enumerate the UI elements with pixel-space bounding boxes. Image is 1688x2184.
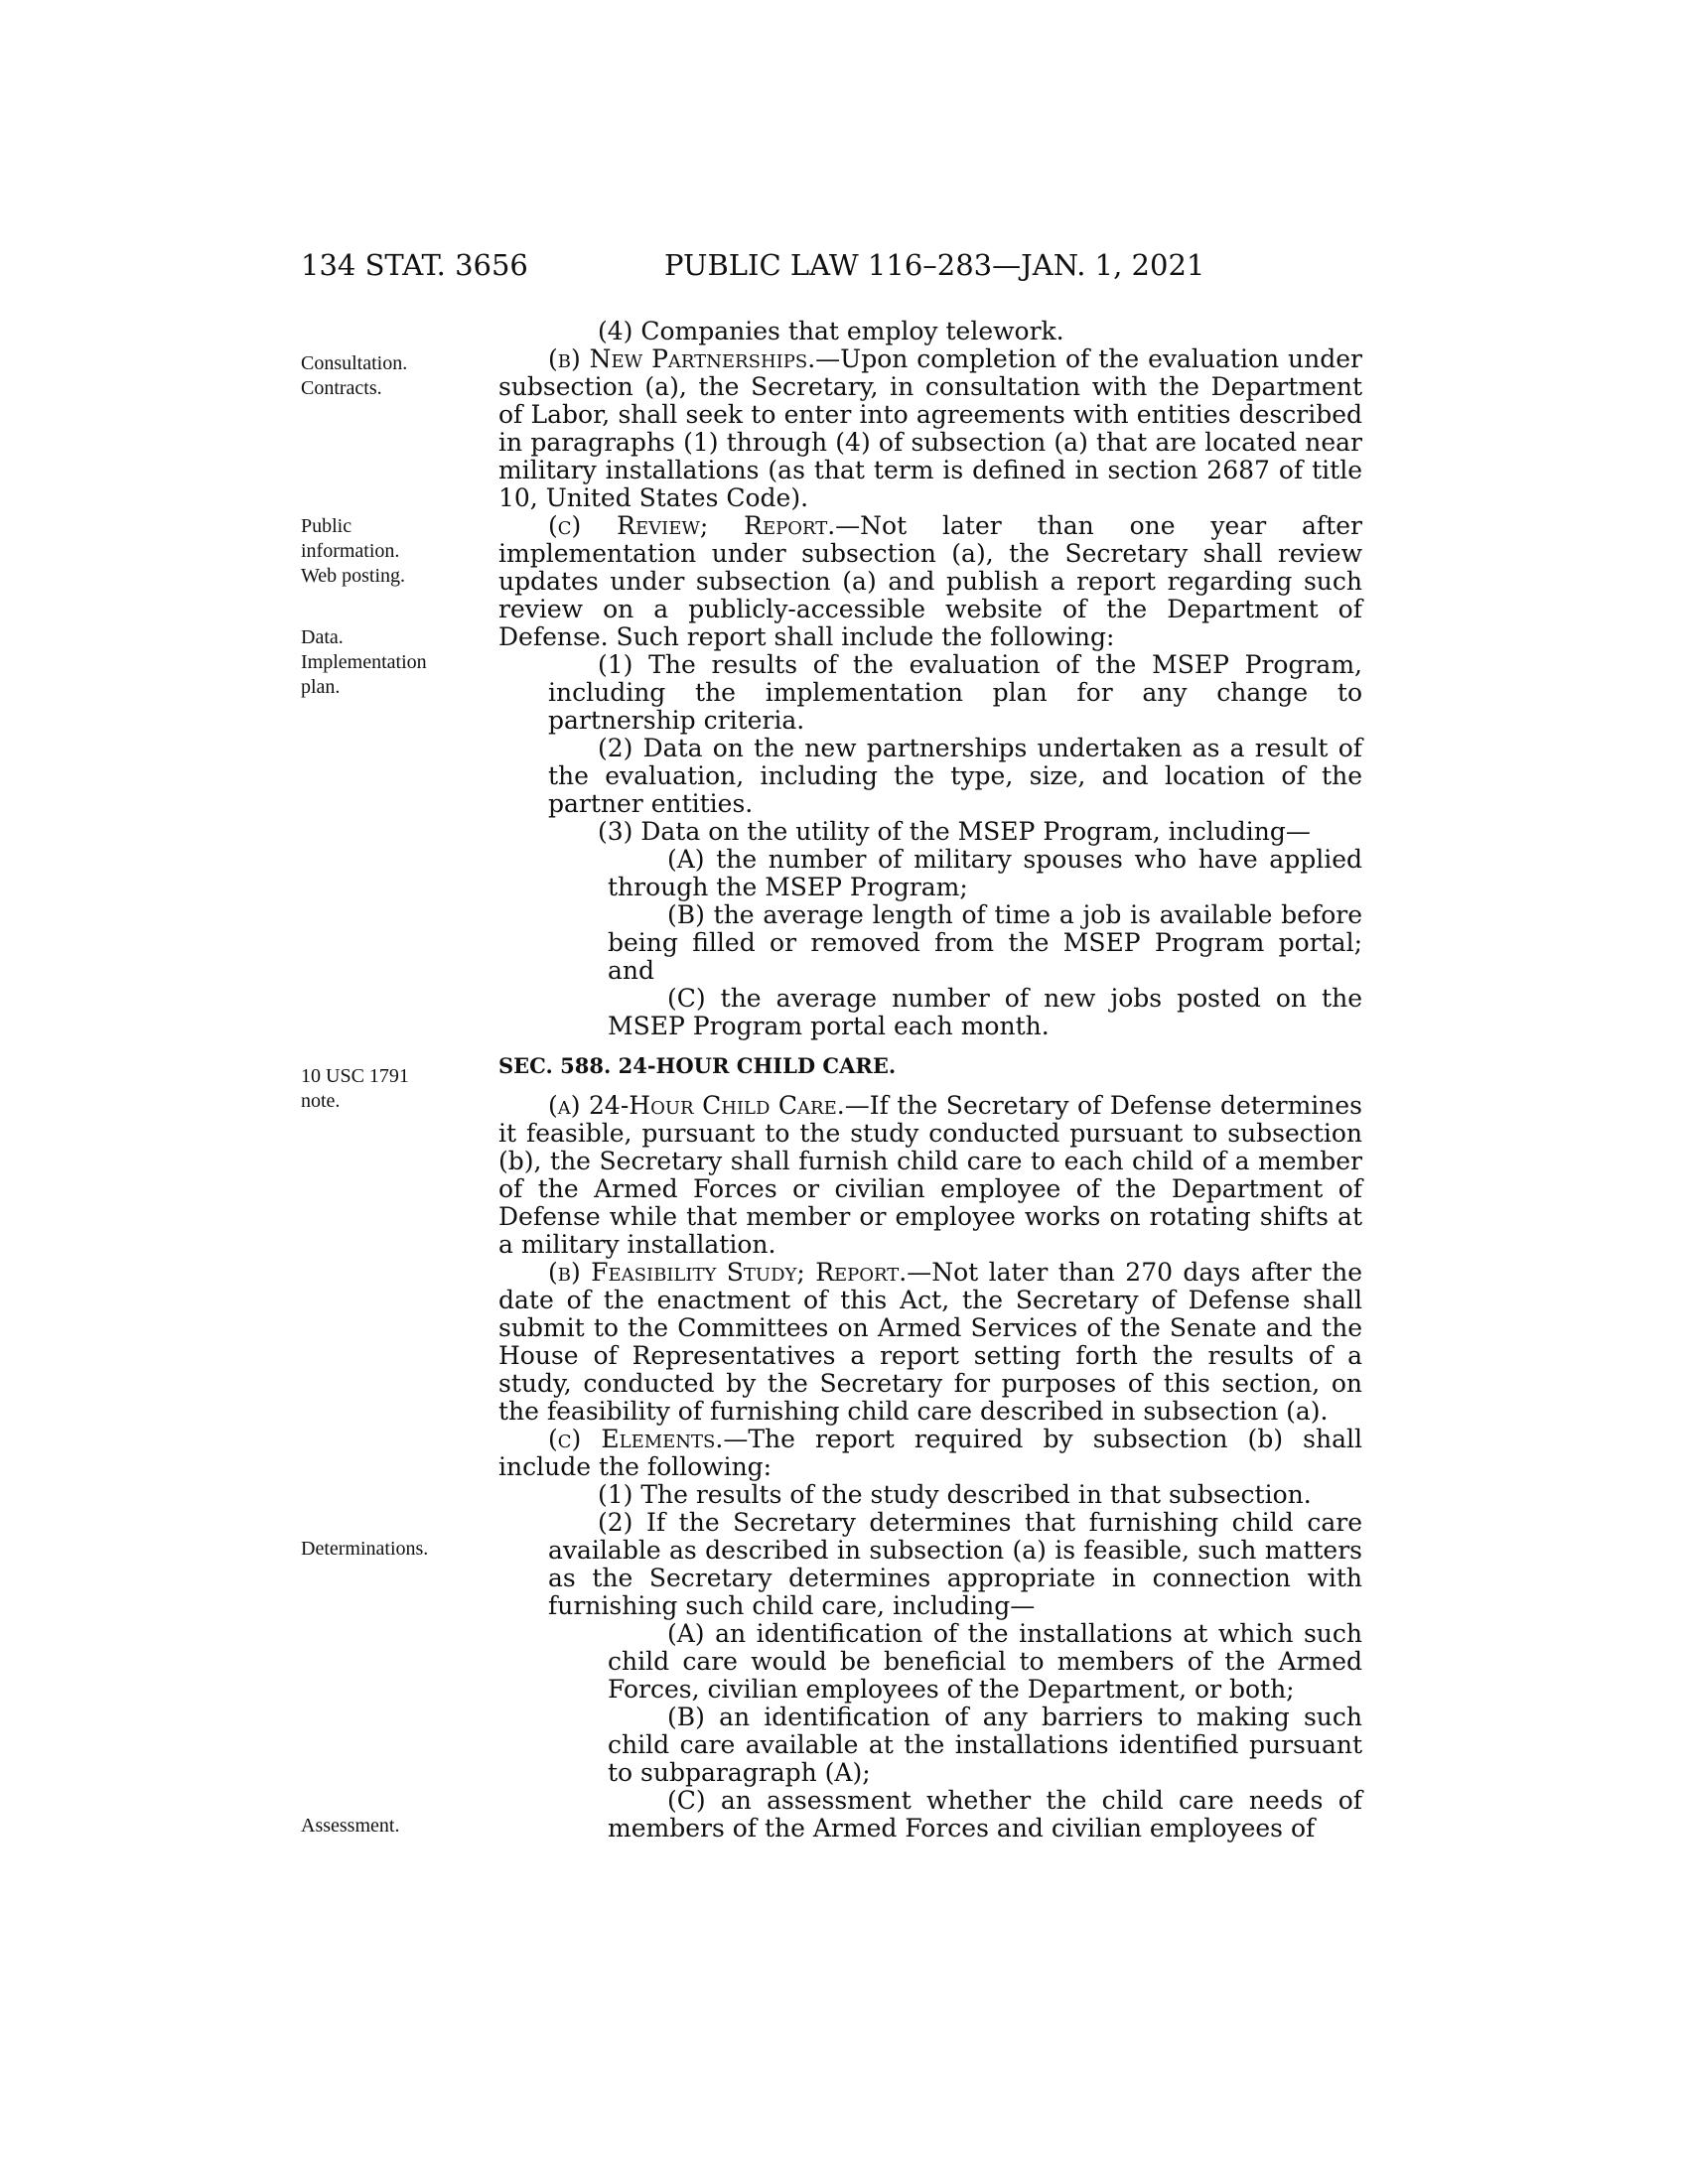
subsection-heading: (b) New Partnerships. bbox=[548, 344, 816, 373]
paragraph-4: (4) Companies that employ telework. bbox=[598, 317, 1064, 345]
subsection-heading: (a) 24-Hour Child Care. bbox=[548, 1091, 845, 1120]
margin-note-public-information: Public information. Web posting. bbox=[301, 515, 406, 587]
subsection-heading: (c) Elements. bbox=[548, 1425, 724, 1453]
subsection-heading: (b) Feasibility Study; Report. bbox=[548, 1258, 908, 1287]
subparagraph-c3c: (C) the average number of new jobs posted on the MSEP Program portal each month. bbox=[608, 984, 1362, 1040]
section-588-paragraph-c2: (2) If the Secretary determines that furnishing child care available as described in subsection (a) is feasible, such matters as the Secretary determines appropriate in connection with furnishing such child care, including— bbox=[548, 1508, 1362, 1620]
margin-note-determinations: Determinations. bbox=[301, 1538, 429, 1560]
margin-note-data: Data. Implementation plan. bbox=[301, 626, 427, 698]
running-header-title: PUBLIC LAW 116–283—JAN. 1, 2021 bbox=[664, 248, 1205, 282]
section-588-subparagraph-c2c: (C) an assessment whether the child care needs of members of the Armed Forces and civilian employees of bbox=[608, 1786, 1362, 1843]
section-588-subsection-a bbox=[498, 1092, 1362, 1259]
margin-note-assessment: Assessment. bbox=[301, 1815, 400, 1837]
margin-note-usc: 10 USC 1791 note. bbox=[301, 1065, 409, 1112]
section-588-heading: SEC. 588. 24-HOUR CHILD CARE. bbox=[498, 1053, 897, 1078]
paragraph-c1: (1) The results of the evaluation of the MSEP Program, including the implementation plan for any change to partnership criteria. bbox=[548, 650, 1362, 735]
section-588-subsection-b bbox=[498, 1259, 1362, 1426]
subsection-c-review-report bbox=[498, 512, 1362, 651]
subsection-heading: (c) Review; Report. bbox=[548, 511, 836, 540]
section-588-subparagraph-c2a: (A) an identification of the installations at which such child care would be beneficial to members of the Armed Forces, civilian employees of the Department, or both; bbox=[608, 1619, 1362, 1704]
paragraph-c3: (3) Data on the utility of the MSEP Program, including— bbox=[598, 817, 1311, 846]
subsection-text: —Not later than one year after implementation under subsection (a), the Secretary shall review updates under subsection (a) and publish a report regarding such review on a publicly-accessible website of the Department of Defense. Such report shall include the following: bbox=[498, 511, 1362, 651]
subsection-text: —The report required by subsection (b) shall include the following: bbox=[498, 1425, 1362, 1481]
subsection-text: —Not later than 270 days after the date of the enactment of this Act, the Secretary of Defense shall submit to the Committees on Armed Services of the Senate and the House of Representatives a report setting forth the results of a study, conducted by the Secretary for purposes of this section, on the feasibility of furnishing child care described in subsection (a). bbox=[498, 1258, 1362, 1426]
subsection-b-new-partnerships bbox=[498, 345, 1362, 512]
section-588-subsection-c bbox=[498, 1426, 1362, 1481]
paragraph-c2: (2) Data on the new partnerships undertaken as a result of the evaluation, including the type, size, and location of the partner entities. bbox=[548, 734, 1362, 818]
section-588-subparagraph-c2b: (B) an identification of any barriers to making such child care available at the installations identified pursuant to subparagraph (A); bbox=[608, 1703, 1362, 1787]
margin-note-consultation: Consultation. Contracts. bbox=[301, 352, 408, 399]
subsection-text: —If the Secretary of Defense determines it feasible, pursuant to the study conducted pursuant to subsection (b), the Secretary shall furnish child care to each child of a member of the Armed Forces or civilian employee of the Department of Defense while that member or employee works on rotating shifts at a military installation. bbox=[498, 1091, 1362, 1259]
subparagraph-c3b: (B) the average length of time a job is available before being filled or removed from the MSEP Program portal; and bbox=[608, 900, 1362, 985]
subsection-text: —Upon completion of the evaluation under subsection (a), the Secretary, in consultation with the Department of Labor, shall seek to enter into agreements with entities described in paragraphs (1) through (4) of subsection (a) that are located near military installations (as that term is defined in section 2687 of title 10, United States Code). bbox=[498, 344, 1362, 512]
stat-page-number: 134 STAT. 3656 bbox=[301, 248, 528, 282]
statute-body bbox=[498, 318, 1362, 1843]
section-588-paragraph-c1: (1) The results of the study described in that subsection. bbox=[598, 1480, 1312, 1509]
subparagraph-c3a: (A) the number of military spouses who have applied through the MSEP Program; bbox=[608, 845, 1362, 901]
